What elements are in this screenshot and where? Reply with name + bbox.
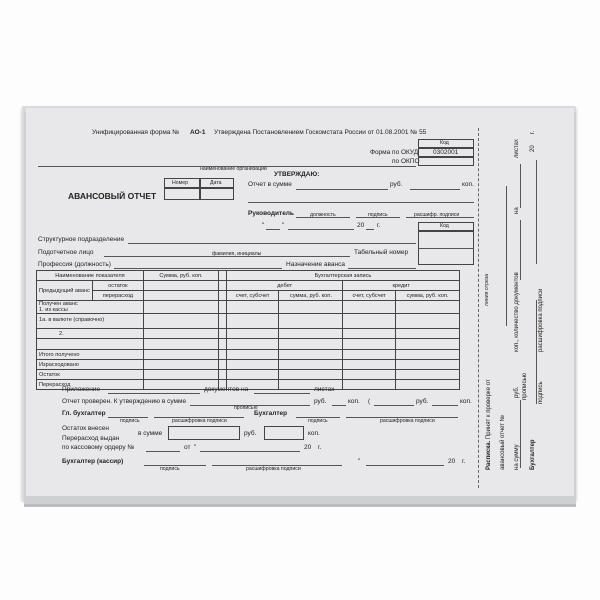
spacer-cell <box>218 360 226 370</box>
from-cash-text: 1. из кассы <box>39 307 68 313</box>
cashier-signature-caption: подпись <box>160 466 180 472</box>
stub-kop-docs: коп., количество документов <box>514 272 520 352</box>
table-row <box>37 301 460 314</box>
advance-table <box>36 270 460 390</box>
spent-label: Израсходовано <box>37 360 144 370</box>
name-caption: фамилия, инициалы <box>212 251 262 257</box>
spacer-cell <box>218 314 226 329</box>
code-label: Код <box>440 140 449 146</box>
spacer-cell <box>218 291 226 301</box>
report-sum-rub-line[interactable] <box>296 189 388 190</box>
table-cell[interactable] <box>279 329 343 339</box>
chief-signature-caption: подпись <box>120 418 140 424</box>
debit-header: дебет <box>226 281 343 291</box>
stub-kop-line <box>514 272 520 352</box>
cash-order-year: 20 <box>304 444 312 451</box>
signature-caption: подпись <box>368 212 388 218</box>
stub-cut-text: линия отреза <box>484 273 490 306</box>
checked-rub: руб. <box>314 398 327 405</box>
table-row <box>37 370 460 380</box>
stub-sheets-line <box>514 139 520 158</box>
table-row <box>37 360 460 370</box>
stub-report-line <box>500 415 506 470</box>
table-cell[interactable] <box>343 380 396 390</box>
cashier-date-line[interactable] <box>366 465 444 466</box>
table-cell[interactable] <box>279 350 343 360</box>
table-cell[interactable] <box>279 360 343 370</box>
stub-sum-field-line[interactable] <box>520 400 521 468</box>
table-cell[interactable] <box>226 339 279 350</box>
credit-account-header: счет, субсчет <box>343 291 396 301</box>
stub-accepted: Принят к проверке от <box>486 379 492 440</box>
cashier-year-suffix: г. <box>462 458 466 465</box>
approve-label: УТВЕРЖДАЮ: <box>274 171 320 178</box>
remaining-label: Остаток <box>37 370 144 380</box>
form-number: АО-1 <box>190 129 206 136</box>
stub-accepted-line[interactable] <box>506 186 507 326</box>
table-row <box>37 291 460 301</box>
accountant-label: Бухгалтер <box>254 410 288 417</box>
table-row <box>37 329 460 339</box>
date-label: Дата <box>210 180 222 186</box>
stub-rub: руб. <box>514 386 520 398</box>
table-cell[interactable] <box>343 350 396 360</box>
cashier-year: 20 <box>448 458 456 465</box>
report-number-field[interactable] <box>164 188 200 200</box>
cash-rub-box[interactable] <box>168 426 240 440</box>
stub-in-words: прописью <box>522 372 528 400</box>
table-cell[interactable] <box>143 329 218 339</box>
unified-form-label: Унифицированная форма № <box>92 129 180 136</box>
accountable-label: Подотчетное лицо <box>38 249 94 256</box>
table-cell[interactable] <box>343 329 396 339</box>
stub-on-line <box>514 207 520 214</box>
profession-label: Профессия (должность) <box>38 261 111 268</box>
approval-text: Утверждена Постановлением Госкомстата России от 01.08.2001 № 55 <box>214 129 427 136</box>
table-cell[interactable] <box>279 301 343 314</box>
spacer-cell <box>218 271 226 281</box>
accounting-header: Бухгалтерская запись <box>226 271 459 281</box>
position-caption: должность <box>310 212 336 218</box>
department-line[interactable] <box>128 243 416 244</box>
table-cell[interactable] <box>226 360 279 370</box>
attachment-sheets-line[interactable] <box>254 393 310 394</box>
balance-label: остаток <box>92 281 143 291</box>
attachment-count-line[interactable] <box>108 393 200 394</box>
debit-account-header: счет, субсчет <box>226 291 279 301</box>
checked-paren-open: ( <box>368 398 371 405</box>
approve-date-quote-close: " <box>282 222 285 229</box>
table-row <box>37 339 460 350</box>
attachment-label: Приложение <box>62 386 101 393</box>
overspend-label: перерасход <box>92 291 143 301</box>
checked-paren-rub: руб. <box>416 398 429 405</box>
spacer-cell <box>218 339 226 350</box>
department-label: Структурное подразделение <box>38 236 125 243</box>
prev-advance-label: Предыдущий аванс <box>37 281 93 301</box>
report-title: АВАНСОВЫЙ ОТЧЕТ <box>68 191 157 201</box>
table-cell[interactable] <box>143 370 218 380</box>
stub-on-sum: на сумму <box>514 444 520 470</box>
stub-accountant-field-line[interactable] <box>536 300 537 404</box>
accountant-decode-caption: расшифровка подписи <box>380 418 435 424</box>
checked-paren-kop: коп. <box>460 398 472 405</box>
spacer-cell <box>218 281 226 291</box>
debit-sum-header: сумма, руб. коп. <box>279 291 343 301</box>
profession-line[interactable] <box>114 268 282 269</box>
spacer-cell <box>218 350 226 360</box>
approve-year-prefix: 20 <box>357 222 365 229</box>
table-cell[interactable] <box>143 314 218 329</box>
cash-order-year-suffix: г. <box>318 444 322 451</box>
table-cell[interactable] <box>396 329 460 339</box>
in-currency-label: 1а. в валюте (справочно) <box>37 314 144 329</box>
decode-caption: расшифр. подписи <box>414 212 460 218</box>
table-cell[interactable] <box>343 339 396 350</box>
table-cell[interactable] <box>226 301 279 314</box>
cash-order-from: от <box>184 444 191 451</box>
spacer-cell <box>218 329 226 339</box>
approve-year-suffix: г. <box>377 222 381 229</box>
okpo-code-box[interactable] <box>418 157 474 166</box>
table-cell[interactable] <box>396 339 460 350</box>
chief-decode-caption: расшифровка подписи <box>172 418 227 424</box>
table-cell[interactable] <box>396 360 460 370</box>
purpose-label: Назначение аванса <box>286 261 345 268</box>
table-cell[interactable] <box>143 339 218 350</box>
approve-month-line[interactable] <box>288 229 354 230</box>
table-cell[interactable] <box>279 314 343 329</box>
checked-label: Отчет проверен. К утверждению в сумме <box>62 398 187 405</box>
report-sum-label: Отчет в сумме <box>248 181 292 188</box>
report-date-field[interactable] <box>200 188 234 200</box>
table-cell[interactable] <box>396 370 460 380</box>
total-received-label: Итого получено <box>37 350 144 360</box>
cut-line <box>478 128 479 488</box>
table-row <box>37 271 460 281</box>
table-cell[interactable] <box>396 301 460 314</box>
cash-kop-box[interactable] <box>264 426 304 440</box>
checked-kop: коп. <box>348 398 360 405</box>
stub-signature-line <box>538 381 544 404</box>
accountant-signature-caption: подпись <box>308 418 328 424</box>
stub-date-field-line[interactable] <box>536 160 537 264</box>
checked-kop-line[interactable] <box>332 405 346 406</box>
cash-order-quote: " <box>194 444 197 451</box>
in-sum-label: в сумме <box>138 430 163 437</box>
stub-docs-field-line[interactable] <box>520 220 521 280</box>
attachment-sheets-label: листах <box>314 386 335 393</box>
table-row <box>37 281 460 291</box>
table-cell[interactable] <box>343 360 396 370</box>
blank-row-label <box>37 339 144 350</box>
cashier-quote: " <box>358 458 361 465</box>
approve-day-line[interactable] <box>266 229 280 230</box>
checked-paren-kop-line[interactable] <box>432 405 458 406</box>
purpose-line[interactable] <box>348 268 416 269</box>
received-label <box>37 301 144 314</box>
cashier-label: Бухгалтер (кассир) <box>62 458 124 465</box>
approve-year-line[interactable] <box>366 229 374 230</box>
table-cell[interactable] <box>143 350 218 360</box>
table-row <box>37 314 460 329</box>
cash-order-number-line[interactable] <box>146 451 180 452</box>
table-cell[interactable] <box>343 370 396 380</box>
credit-header: кредит <box>343 281 460 291</box>
stub-in-words-line <box>522 373 528 400</box>
stub-receipt: Расписка. <box>486 440 492 470</box>
table-cell[interactable] <box>143 301 218 314</box>
table-cell[interactable] <box>343 301 396 314</box>
approve-sum-words-line[interactable] <box>248 202 474 203</box>
balance-in-label: Остаток внесен <box>62 425 109 432</box>
stub-year-line <box>530 145 536 152</box>
overspend-paid-label: Перерасход выдан <box>62 435 120 442</box>
stub-cut-caption <box>484 274 490 306</box>
stub-decode-line <box>538 289 544 352</box>
stub-on: на <box>514 207 520 214</box>
table-cell[interactable] <box>226 370 279 380</box>
organization-caption: наименование организации <box>200 166 267 172</box>
cash-order-date-line[interactable] <box>200 451 300 452</box>
table-cell[interactable] <box>396 350 460 360</box>
sum-header: Сумма, руб. коп. <box>143 271 218 281</box>
credit-sum-header: сумма, руб. коп. <box>396 291 460 301</box>
item-2-label: 2. <box>37 329 144 339</box>
stub-report-no: авансовый отчет № <box>500 414 506 470</box>
report-sum-kop: коп. <box>462 181 474 188</box>
person-code-label: Код <box>440 223 449 229</box>
stub-sheets: листах <box>514 139 520 158</box>
stub-sheets-field-line[interactable] <box>520 164 521 208</box>
head-label: Руководитель <box>248 210 294 217</box>
table-cell[interactable] <box>226 314 279 329</box>
table-cell[interactable] <box>279 370 343 380</box>
tabel-label: Табельный номер <box>354 249 409 256</box>
stub-year-suffix-line <box>530 131 536 134</box>
spacer-cell <box>218 301 226 314</box>
stub-year: 20 <box>530 145 536 152</box>
report-sum-kop-line[interactable] <box>410 189 460 190</box>
stub-decode: расшифровка подписи <box>538 288 544 352</box>
received-text: Получен аванс <box>39 301 78 307</box>
table-cell[interactable] <box>279 339 343 350</box>
spacer-cell <box>218 370 226 380</box>
stub-accountant: Бухгалтер <box>530 439 536 470</box>
cash-order-label: по кассовому ордеру № <box>62 444 135 451</box>
table-row <box>37 350 460 360</box>
okpo-label: по ОКПО <box>392 158 420 165</box>
chief-accountant-label: Гл. бухгалтер <box>62 410 106 417</box>
cashier-decode-caption: расшифровка подписи <box>246 466 301 472</box>
overspent-label: Перерасход <box>37 380 144 390</box>
cash-kop: коп. <box>308 430 320 437</box>
table-cell[interactable] <box>143 291 218 301</box>
indicator-header: Наименование показателя <box>37 271 144 281</box>
okud-code: 0302001 <box>433 149 459 156</box>
table-cell[interactable] <box>226 350 279 360</box>
table-cell[interactable] <box>396 380 460 390</box>
table-cell[interactable] <box>226 329 279 339</box>
checked-paren-rub-line[interactable] <box>374 405 414 406</box>
stub-rub-line <box>514 387 520 398</box>
documents-on-label: документов на <box>204 386 249 393</box>
approve-date-quote-open: " <box>262 222 265 229</box>
table-cell[interactable] <box>343 314 396 329</box>
number-label: Номер <box>172 180 188 186</box>
stub-signature: подпись <box>538 381 544 404</box>
stub-receipt-line <box>486 379 492 470</box>
table-cell[interactable] <box>143 281 218 291</box>
table-cell[interactable] <box>143 360 218 370</box>
person-code-divider <box>418 248 474 249</box>
stub-g: г. <box>530 130 536 134</box>
report-sum-rub: руб. <box>390 181 403 188</box>
table-cell[interactable] <box>396 314 460 329</box>
stub-accountant-line <box>530 439 536 470</box>
cash-rub: руб. <box>244 430 257 437</box>
okud-label: Форма по ОКУД <box>370 149 419 156</box>
checked-in-words: прописью <box>234 405 258 411</box>
